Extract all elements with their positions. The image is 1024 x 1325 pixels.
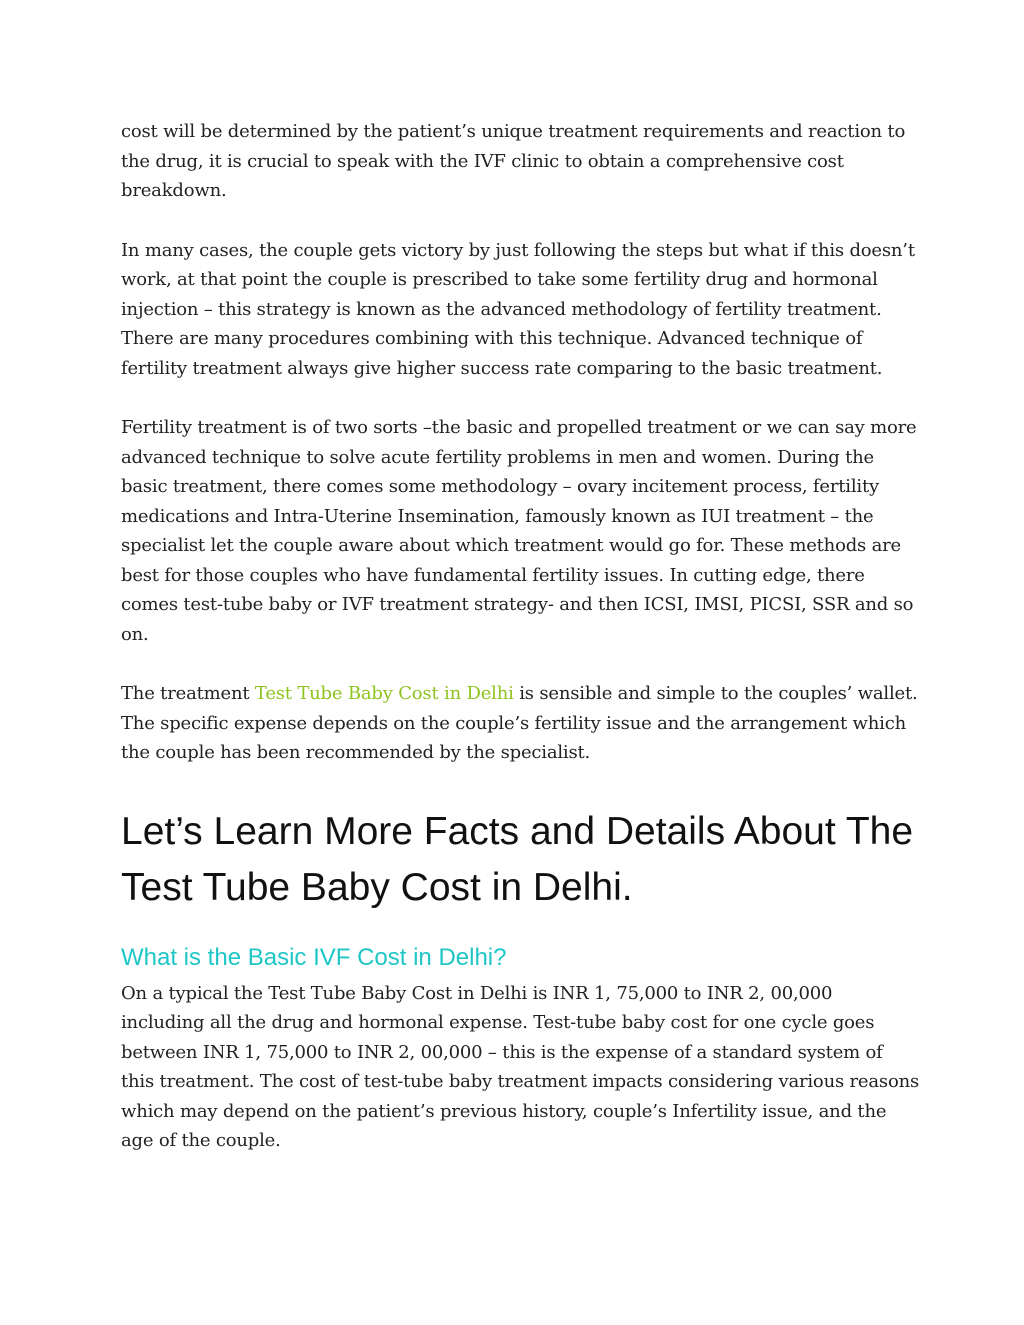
link-paragraph-before: The treatment (121, 683, 255, 704)
test-tube-baby-cost-link[interactable]: Test Tube Baby Cost in Delhi (254, 683, 514, 704)
paragraph-treatment-cost (121, 679, 921, 768)
subsection-heading: What is the Basic IVF Cost in Delhi? (121, 943, 507, 971)
paragraph-advanced-treatment: In many cases, the couple gets victory by just following the steps but what if this doesn’t work, at that point the couple is prescribed to take some fertility drug and hormonal injection – this strategy is known as the advanced methodology of fertility treatment. There are many procedures combining with this technique. Advanced technique of fertility treatment always give higher success rate comparing to the basic treatment. (121, 239, 915, 379)
section-heading: Let’s Learn More Facts and Details About The Test Tube Baby Cost in Delhi. (121, 809, 914, 909)
link-paragraph-after: is sensible and simple to the couples’ wallet. The specific expense depends on the couple’s fertility issue and the arrangement which the couple has been recommended by the specialist. (121, 683, 918, 763)
paragraph-treatment-types: Fertility treatment is of two sorts –the basic and propelled treatment or we can say more advanced technique to solve acute fertility problems in men and women. During the basic treatment, there comes some methodology – ovary incitement process, fertility medications and Intra-Uterine Insemination, famously known as IUI treatment – the specialist let the couple aware about which treatment would go for. These methods are best for those couples who have fundamental fertility issues. In cutting edge, there comes test-tube baby or IVF treatment strategy- and then ICSI, IMSI, PICSI, SSR and so on. (121, 417, 917, 645)
paragraph-basic-ivf-cost: On a typical the Test Tube Baby Cost in Delhi is INR 1, 75,000 to INR 2, 00,000 including all the drug and hormonal expense. Test-tube baby cost for one cycle goes between INR 1, 75,000 to INR 2, 00,000 – this is the expense of a standard system of this treatment. The cost of test-tube baby treatment impacts considering various reasons which may depend on the patient’s previous history, couple’s Infertility issue, and the age of the couple. (121, 982, 920, 1151)
paragraph-cost-breakdown: cost will be determined by the patient’s unique treatment requirements and reaction to the drug, it is crucial to speak with the IVF clinic to obtain a comprehensive cost breakdown. (121, 121, 906, 201)
document-page (121, 117, 921, 1186)
